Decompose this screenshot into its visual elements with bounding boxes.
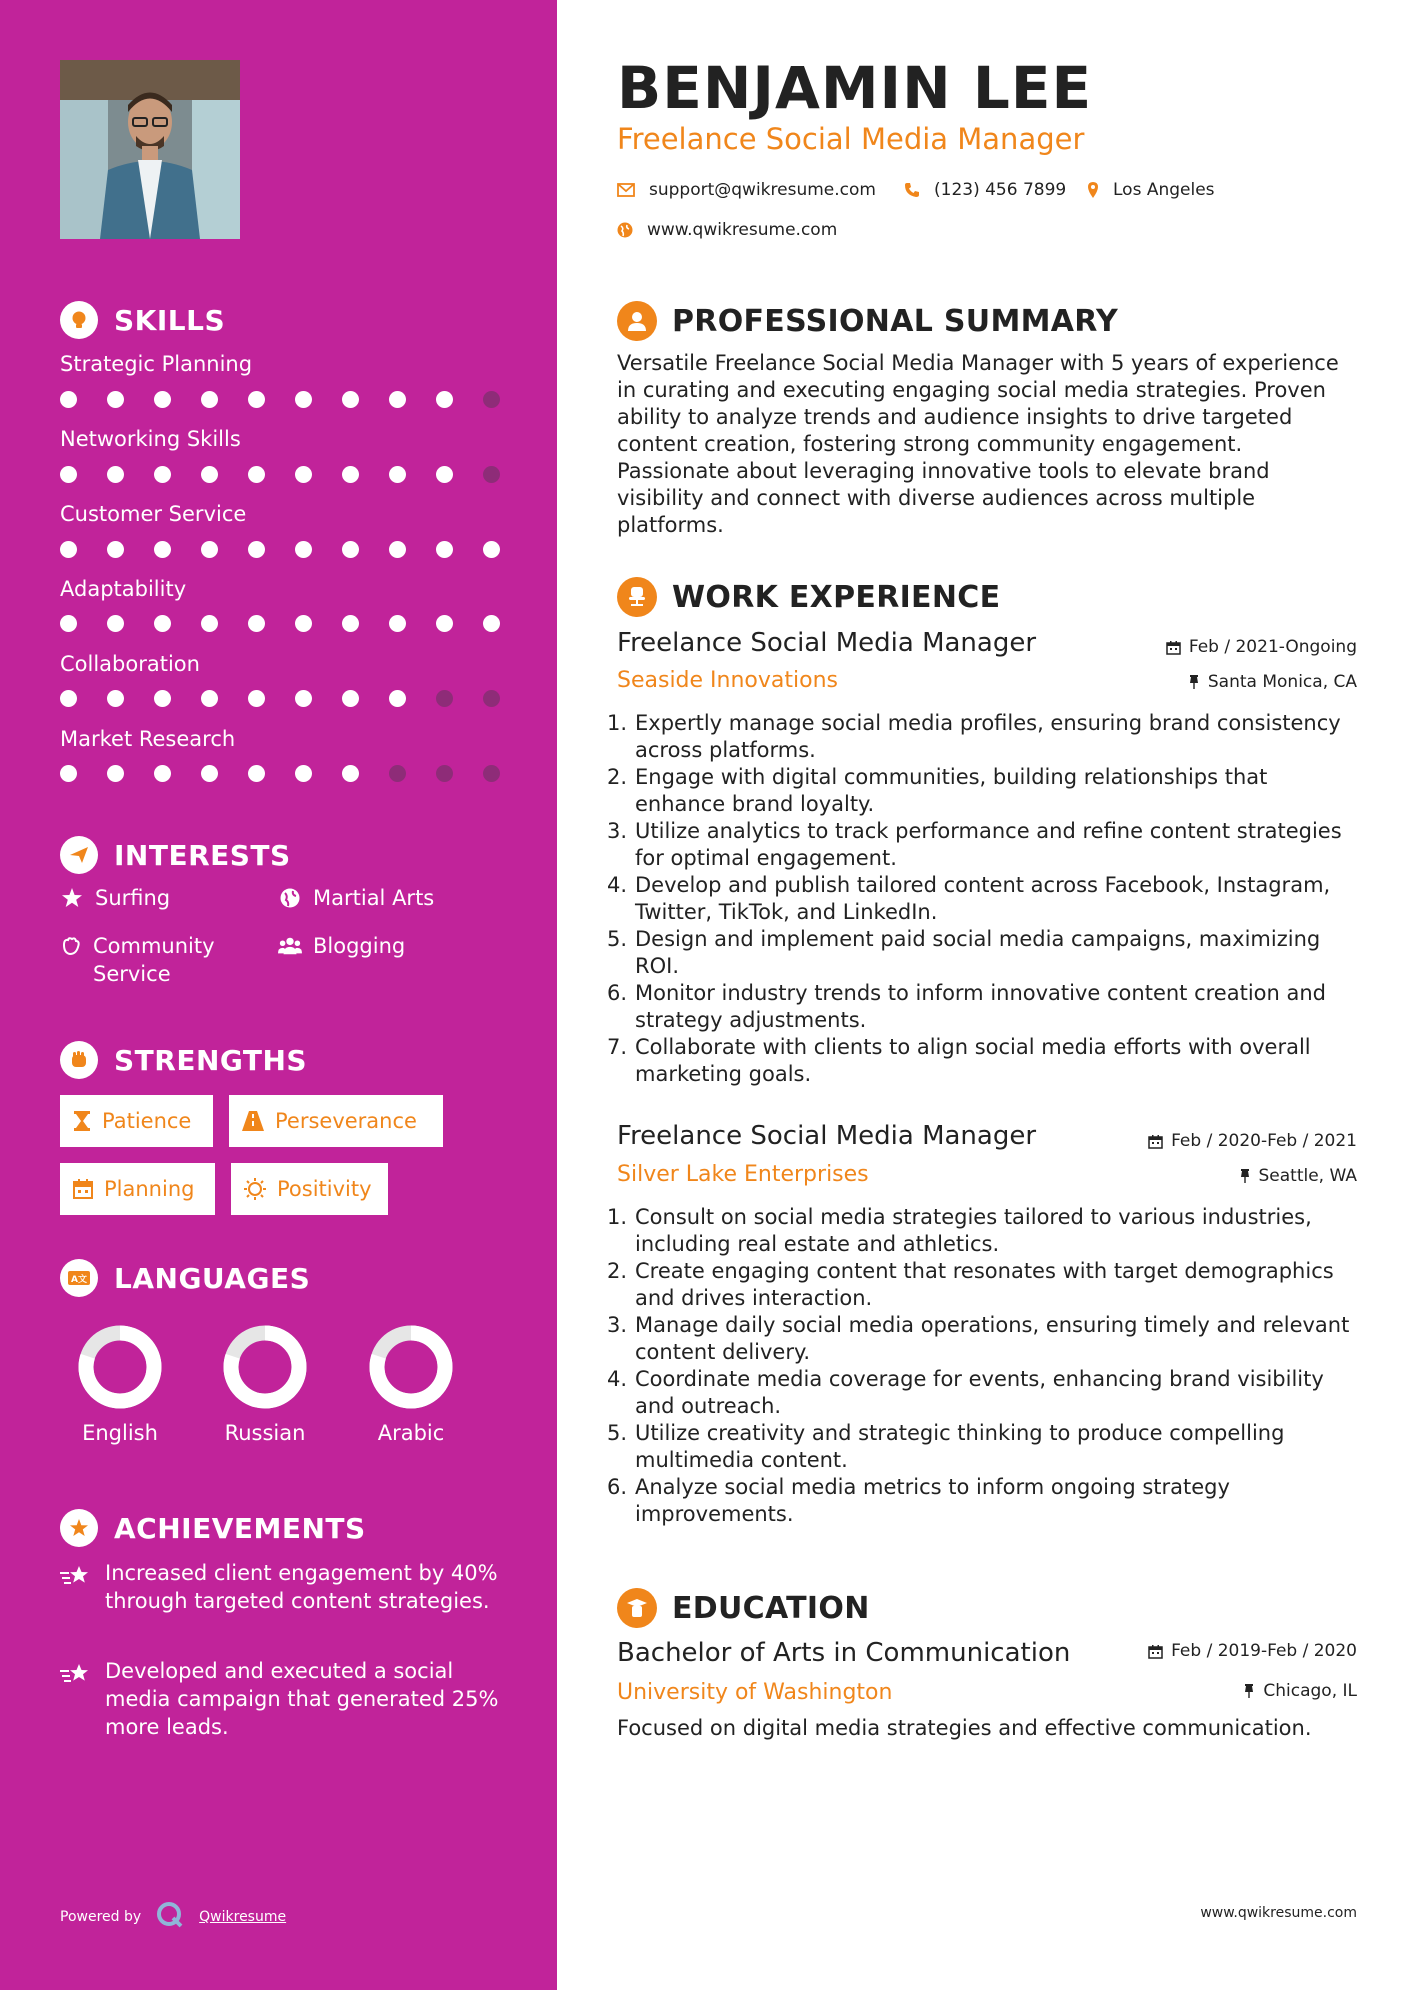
skill-dot-empty xyxy=(483,690,500,707)
skill-dot-filled xyxy=(107,391,124,408)
job-location: Santa Monica, CA xyxy=(1188,672,1357,692)
skill-dot-filled xyxy=(389,615,406,632)
job-bullet xyxy=(606,1366,1357,1420)
job-title: Freelance Social Media Manager xyxy=(617,1121,1037,1151)
bullet-number: 7. xyxy=(606,1035,627,1059)
skill-dot-filled xyxy=(436,391,453,408)
skill-dot-filled xyxy=(201,690,218,707)
road-icon xyxy=(241,1110,265,1132)
pushpin-icon xyxy=(1243,1683,1255,1699)
calendar-icon xyxy=(1166,640,1181,655)
skill-dot-filled xyxy=(389,391,406,408)
skill-dot-filled xyxy=(248,466,265,483)
skill-dot-filled xyxy=(295,765,312,782)
skill-dot-filled xyxy=(389,466,406,483)
skill-dot-filled xyxy=(201,765,218,782)
skill-dots xyxy=(60,391,500,408)
skill-dot-filled xyxy=(342,615,359,632)
interest-item: Surfing xyxy=(60,884,170,912)
skill-dot-filled xyxy=(60,466,77,483)
bullet-number: 4. xyxy=(606,873,627,897)
star-icon xyxy=(60,884,84,912)
job-bullet xyxy=(606,926,1357,980)
job-bullet xyxy=(606,980,1357,1034)
office-chair-icon xyxy=(617,577,657,617)
skill-name: Collaboration xyxy=(60,652,200,676)
summary-title: PROFESSIONAL SUMMARY xyxy=(672,303,1119,339)
bullet-text: Consult on social media strategies tailored to various industries, including real estate and athletics. xyxy=(635,1205,1312,1256)
skill-dot-filled xyxy=(295,391,312,408)
phone-icon xyxy=(904,182,920,198)
globe-icon xyxy=(278,884,302,912)
interests-title: INTERESTS xyxy=(114,838,291,872)
bullet-text: Collaborate with clients to align social media efforts with overall marketing goals. xyxy=(635,1035,1311,1086)
job-title: Freelance Social Media Manager xyxy=(617,628,1037,658)
bullet-number: 6. xyxy=(606,981,627,1005)
lightbulb-icon xyxy=(60,301,98,339)
job-bullet xyxy=(606,1312,1357,1366)
achievements-heading xyxy=(60,1509,366,1547)
job-company: Silver Lake Enterprises xyxy=(617,1162,869,1187)
job-bullets xyxy=(606,1204,1357,1528)
skill-dot-filled xyxy=(342,391,359,408)
skill-name: Customer Service xyxy=(60,502,247,526)
skill-dot-empty xyxy=(389,765,406,782)
powered-by: Powered by Qwikresume xyxy=(60,1900,286,1934)
bullet-number: 4. xyxy=(606,1367,627,1391)
globe-icon xyxy=(617,222,633,238)
bullet-number: 3. xyxy=(606,1313,627,1337)
strength-badge: Perseverance xyxy=(229,1095,443,1147)
skill-dot-filled xyxy=(154,765,171,782)
strengths-heading xyxy=(60,1041,307,1079)
skill-dot-filled xyxy=(342,541,359,558)
bullet-text: Design and implement paid social media campaigns, maximizing ROI. xyxy=(635,927,1321,978)
email-link[interactable]: support@qwikresume.com xyxy=(649,180,876,200)
skill-dot-empty xyxy=(483,391,500,408)
interest-item: Blogging xyxy=(278,932,405,960)
experience-heading xyxy=(617,577,1000,617)
hand-icon xyxy=(60,932,82,960)
skill-dot-filled xyxy=(107,466,124,483)
paper-plane-icon xyxy=(60,836,98,874)
award-star-icon xyxy=(60,1509,98,1547)
user-icon xyxy=(617,301,657,341)
skill-dot-filled xyxy=(295,541,312,558)
skill-dot-filled xyxy=(436,466,453,483)
job-dates: Feb / 2021-Ongoing xyxy=(1166,637,1357,657)
skill-name: Networking Skills xyxy=(60,427,241,451)
skill-dot-filled xyxy=(201,615,218,632)
skill-dot-filled xyxy=(248,541,265,558)
skill-name: Market Research xyxy=(60,727,236,751)
bullet-number: 1. xyxy=(606,711,627,735)
strength-badge: Positivity xyxy=(231,1163,388,1215)
footer-url[interactable]: www.qwikresume.com xyxy=(1200,1905,1357,1921)
language-donut xyxy=(223,1325,307,1409)
skill-dot-filled xyxy=(154,391,171,408)
hourglass-icon xyxy=(72,1110,92,1132)
skill-dots xyxy=(60,466,500,483)
skill-dot-filled xyxy=(248,615,265,632)
bullet-text: Develop and publish tailored content across Facebook, Instagram, Twitter, TikTok, and LinkedIn. xyxy=(635,873,1331,924)
qwikresume-link[interactable]: Qwikresume xyxy=(199,1909,287,1925)
education-location: Chicago, IL xyxy=(1243,1681,1357,1701)
bullet-number: 2. xyxy=(606,1259,627,1283)
fist-icon xyxy=(60,1041,98,1079)
education-description: Focused on digital media strategies and effective communication. xyxy=(617,1716,1312,1740)
skill-dot-filled xyxy=(107,615,124,632)
skill-name: Strategic Planning xyxy=(60,352,253,376)
sun-icon xyxy=(243,1177,267,1201)
skill-dot-filled xyxy=(342,466,359,483)
contact-website xyxy=(617,220,837,240)
strengths-title: STRENGTHS xyxy=(114,1043,308,1077)
skill-dot-filled xyxy=(201,466,218,483)
experience-title: WORK EXPERIENCE xyxy=(672,579,1001,615)
qwikresume-logo-icon xyxy=(155,1900,185,1934)
skill-dot-filled xyxy=(295,615,312,632)
skill-dot-filled xyxy=(60,391,77,408)
envelope-icon xyxy=(617,183,635,197)
bullet-text: Expertly manage social media profiles, ensuring brand consistency across platforms. xyxy=(635,711,1341,762)
sidebar xyxy=(0,0,557,1990)
job-bullet xyxy=(606,710,1357,764)
skill-dot-empty xyxy=(483,765,500,782)
bullet-text: Create engaging content that resonates with target demographics and drives interaction. xyxy=(635,1259,1334,1310)
candidate-name: BENJAMIN LEE xyxy=(617,54,1093,122)
skill-dot-empty xyxy=(436,690,453,707)
skills-heading xyxy=(60,301,225,339)
skill-dot-empty xyxy=(483,466,500,483)
skill-dot-filled xyxy=(248,765,265,782)
map-pin-icon xyxy=(1087,181,1099,199)
skill-dot-filled xyxy=(389,690,406,707)
job-location: Seattle, WA xyxy=(1239,1166,1358,1186)
skill-dot-filled xyxy=(389,541,406,558)
contact-phone: (123) 456 7899 xyxy=(904,180,1066,200)
candidate-role: Freelance Social Media Manager xyxy=(617,122,1085,156)
education-heading xyxy=(617,1588,870,1628)
job-bullet xyxy=(606,872,1357,926)
bullet-text: Utilize analytics to track performance and refine content strategies for optimal engagement. xyxy=(635,819,1342,870)
skill-dots xyxy=(60,541,500,558)
pushpin-icon xyxy=(1188,674,1200,690)
skill-dot-filled xyxy=(201,541,218,558)
job-dates: Feb / 2020-Feb / 2021 xyxy=(1148,1131,1357,1151)
skill-dot-filled xyxy=(154,690,171,707)
skill-dot-filled xyxy=(342,765,359,782)
bullet-text: Utilize creativity and strategic thinking to produce compelling multimedia content. xyxy=(635,1421,1285,1472)
interest-item: Community Service xyxy=(60,932,260,988)
contact-location: Los Angeles xyxy=(1087,180,1215,200)
main-content xyxy=(557,0,1407,1990)
strength-badge: Planning xyxy=(60,1163,215,1215)
calendar-icon xyxy=(1148,1644,1163,1659)
skill-dots xyxy=(60,615,500,632)
language-donut xyxy=(78,1325,162,1409)
bullet-text: Analyze social media metrics to inform ongoing strategy improvements. xyxy=(635,1475,1230,1526)
languages-heading xyxy=(60,1259,310,1297)
skill-dot-filled xyxy=(436,541,453,558)
languages-title: LANGUAGES xyxy=(114,1261,311,1295)
job-bullet xyxy=(606,1420,1357,1474)
bullet-text: Manage daily social media operations, ensuring timely and relevant content delivery. xyxy=(635,1313,1350,1364)
skill-dot-filled xyxy=(60,541,77,558)
bullet-number: 1. xyxy=(606,1205,627,1229)
skill-dot-filled xyxy=(154,541,171,558)
job-company: Seaside Innovations xyxy=(617,668,838,693)
skill-dot-filled xyxy=(295,690,312,707)
skill-dot-filled xyxy=(483,615,500,632)
graduate-icon xyxy=(617,1588,657,1628)
language-item: Russian xyxy=(205,1325,325,1445)
summary-heading xyxy=(617,301,1118,341)
skill-dot-filled xyxy=(60,615,77,632)
language-icon xyxy=(60,1259,98,1297)
job-bullet xyxy=(606,1258,1357,1312)
skill-dot-filled xyxy=(60,765,77,782)
skill-dots xyxy=(60,690,500,707)
contact-email xyxy=(617,180,876,200)
skill-dot-filled xyxy=(154,466,171,483)
skill-dot-filled xyxy=(483,541,500,558)
language-item: Arabic xyxy=(351,1325,471,1445)
achievement-item: Developed and executed a social media campaign that generated 25% more leads. xyxy=(60,1657,500,1741)
users-icon xyxy=(278,932,302,960)
interest-item: Martial Arts xyxy=(278,884,434,912)
skill-dot-filled xyxy=(342,690,359,707)
skill-dot-filled xyxy=(107,765,124,782)
language-donut xyxy=(369,1325,453,1409)
calendar-icon xyxy=(72,1178,94,1200)
job-bullet xyxy=(606,1204,1357,1258)
bullet-text: Coordinate media coverage for events, enhancing brand visibility and outreach. xyxy=(635,1367,1324,1418)
skill-dot-filled xyxy=(248,690,265,707)
skills-title: SKILLS xyxy=(114,303,226,337)
bullet-number: 2. xyxy=(606,765,627,789)
job-bullet xyxy=(606,1034,1357,1088)
skill-dot-empty xyxy=(436,765,453,782)
skill-dots xyxy=(60,765,500,782)
shooting-star-icon xyxy=(60,1657,92,1741)
job-bullet xyxy=(606,1474,1357,1528)
skill-dot-filled xyxy=(295,466,312,483)
language-item: English xyxy=(60,1325,180,1445)
svg-text:A文: A文 xyxy=(71,1275,87,1285)
achievement-item: Increased client engagement by 40% through targeted content strategies. xyxy=(60,1559,500,1615)
skill-dot-filled xyxy=(107,690,124,707)
job-bullet xyxy=(606,818,1357,872)
bullet-text: Engage with digital communities, building relationships that enhance brand loyalty. xyxy=(635,765,1268,816)
job-bullet xyxy=(606,764,1357,818)
skill-name: Adaptability xyxy=(60,577,187,601)
skill-dot-filled xyxy=(201,391,218,408)
skill-dot-filled xyxy=(436,615,453,632)
profile-photo xyxy=(60,60,240,239)
education-title: EDUCATION xyxy=(672,1590,870,1626)
skill-dot-filled xyxy=(154,615,171,632)
achievements-title: ACHIEVEMENTS xyxy=(114,1511,366,1545)
bullet-text: Monitor industry trends to inform innovative content creation and strategy adjustments. xyxy=(635,981,1327,1032)
strength-badge: Patience xyxy=(60,1095,213,1147)
school-name: University of Washington xyxy=(617,1680,893,1705)
interests-heading xyxy=(60,836,291,874)
website-link[interactable]: www.qwikresume.com xyxy=(647,220,838,240)
skill-dot-filled xyxy=(107,541,124,558)
calendar-icon xyxy=(1148,1134,1163,1149)
skill-dot-filled xyxy=(60,690,77,707)
pushpin-icon xyxy=(1239,1168,1251,1184)
summary-text: Versatile Freelance Social Media Manager with 5 years of experience in curating and executing engaging social media strategies. Proven ability to analyze trends and audience insights to drive targeted content creation, fostering strong community engagement. Passionate about leveraging innovative tools to elevate brand visibility and connect with diverse audiences across multiple platforms. xyxy=(617,351,1339,537)
shooting-star-icon xyxy=(60,1559,92,1615)
bullet-number: 5. xyxy=(606,1421,627,1445)
bullet-number: 5. xyxy=(606,927,627,951)
bullet-number: 6. xyxy=(606,1475,627,1499)
bullet-number: 3. xyxy=(606,819,627,843)
degree-title: Bachelor of Arts in Communication xyxy=(617,1638,1071,1668)
job-bullets xyxy=(606,710,1357,1088)
education-dates: Feb / 2019-Feb / 2020 xyxy=(1148,1641,1357,1661)
skill-dot-filled xyxy=(248,391,265,408)
